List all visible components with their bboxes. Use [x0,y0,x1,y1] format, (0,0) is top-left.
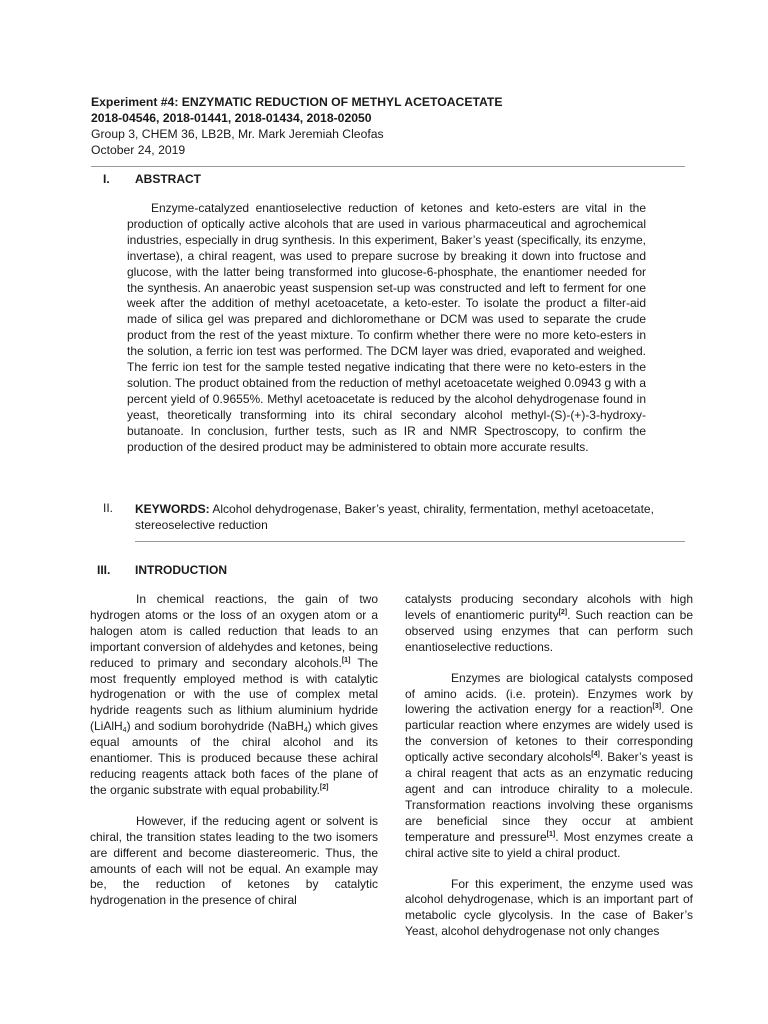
citation-3: [3] [652,703,662,711]
abstract-body [127,201,646,456]
report-date: October 24, 2019 [91,143,186,157]
introduction-number: III. [97,563,111,577]
introduction-column-left [90,592,378,924]
abstract-heading: ABSTRACT [135,172,201,186]
introduction-heading: INTRODUCTION [135,563,227,577]
keywords-divider [135,541,685,542]
keywords-number: II. [103,501,114,515]
intro-paragraph-2: However, if the reducing agent or solvent is chiral, the transition states leading to the two isomers are different and become diastereomeric. Thus, the amounts of each will not be equal. An example may be, the reduction of ketones by catalytic hydrogenation in the presence of chiral [90,813,378,908]
group-info: Group 3, CHEM 36, LB2B, Mr. Mark Jeremiah Cleofas [91,127,384,141]
keywords-block [135,501,655,533]
intro-paragraph-5: For this experiment, the enzyme used was alcohol dehydrogenase, which is an important part of metabolic cycle glycolysis. In the case of Baker’s Yeast, alcohol dehydrogenase not only changes [405,876,693,939]
citation-1: [1] [341,656,351,664]
intro-paragraph-3: catalysts producing secondary alcohols with high levels of enantiomeric purity[2]. Such reaction can be observed using enzymes that can perform such enantioselective reductions. [405,592,693,654]
introduction-column-right [405,592,693,955]
keywords-text: Alcohol dehydrogenase, Baker’s yeast, chirality, fermentation, methyl acetoacetate, stereoselective reduction [135,502,654,532]
intro-paragraph-1: In chemical reactions, the gain of two hydrogen atoms or the loss of an oxygen atom or a halogen atom is called reduction that leads to an important conversion of aldehydes and ketones, being reduced to primary and secondary alcohols.[1] The most frequently employed method is with catalytic hydrogenation or with the use of complex metal hydride reagents such as lithium aluminium hydride (LiAlH$_4$) and sodium borohydride (NaBH$_4$) which gives equal amounts of the chiral alcohol and its enantiomer. This is produced because these achiral reducing reagents attack both faces of the plane of the organic substrate with equal probability.[2] [90,592,379,797]
paper-header [91,94,691,158]
citation-1b: [1] [546,830,556,838]
student-ids: 2018-04546, 2018-01441, 2018-01434, 2018-02050 [91,111,372,125]
abstract-number: I. [103,172,110,186]
citation-2b: [2] [558,608,568,616]
citation-2: [2] [319,783,329,791]
intro-paragraph-4: Enzymes are biological catalysts composed of amino acids. (i.e. protein). Enzymes work by lowering the activation energy for a reaction[3]. One particular reaction where enzymes are widely used is the conversion of ketones to their corresponding optically active secondary alcohols[4]. Baker’s yeast is a chiral reagent that acts as an enzymatic reducing agent and can introduce chirality to a molecule. Transformation reactions involving these organisms are beneficial since they occur at ambient temperature and pressure[1]. Most enzymes create a chiral active site to yield a chiral product. [405,670,693,860]
abstract-text: Enzyme-catalyzed enantioselective reduction of ketones and keto-esters are vital in the production of optically active alcohols that are used in various pharmaceutical and agrochemical industries, especially in drug synthesis. In this experiment, Baker’s yeast (specifically, its enzyme, invertase), a chiral reagent, was used to prepare sucrose by breaking it down into fructose and glucose, with the latter being transformed into glucose-6-phosphate, the enantiomer needed for the synthesis. An anaerobic yeast suspension set-up was constructed and left to ferment for one week after the addition of methyl acetoacetate, a keto-ester. To isolate the product a filter-aid made of silica gel was prepared and dichloromethane or DCM was used to separate the crude product from the rest of the yeast mixture. To confirm whether there were no more keto-esters in the solution, a ferric ion test was performed. The DCM layer was dried, evaporated and weighed. The ferric ion test for the sample tested negative indicating that there were no keto-esters in the solution. The product obtained from the reduction of methyl acetoacetate weighed 0.0943 g with a percent yield of 0.9655%. Methyl acetoacetate is reduced by the alcohol dehydrogenase found in yeast, theoretically transforming into its chiral secondary alcohol methyl-(S)-(+)-3-hydroxy- butanoate. In conclusion, further tests, such as IR and NMR Spectroscopy, to confirm the production of the desired product may be administered to obtain more accurate results. [127,201,646,454]
citation-4: [4] [591,751,600,759]
experiment-title: Experiment #4: ENZYMATIC REDUCTION OF METHYL ACETOACETATE [91,95,503,109]
header-divider [91,166,685,167]
keywords-label: KEYWORDS: [135,502,210,516]
